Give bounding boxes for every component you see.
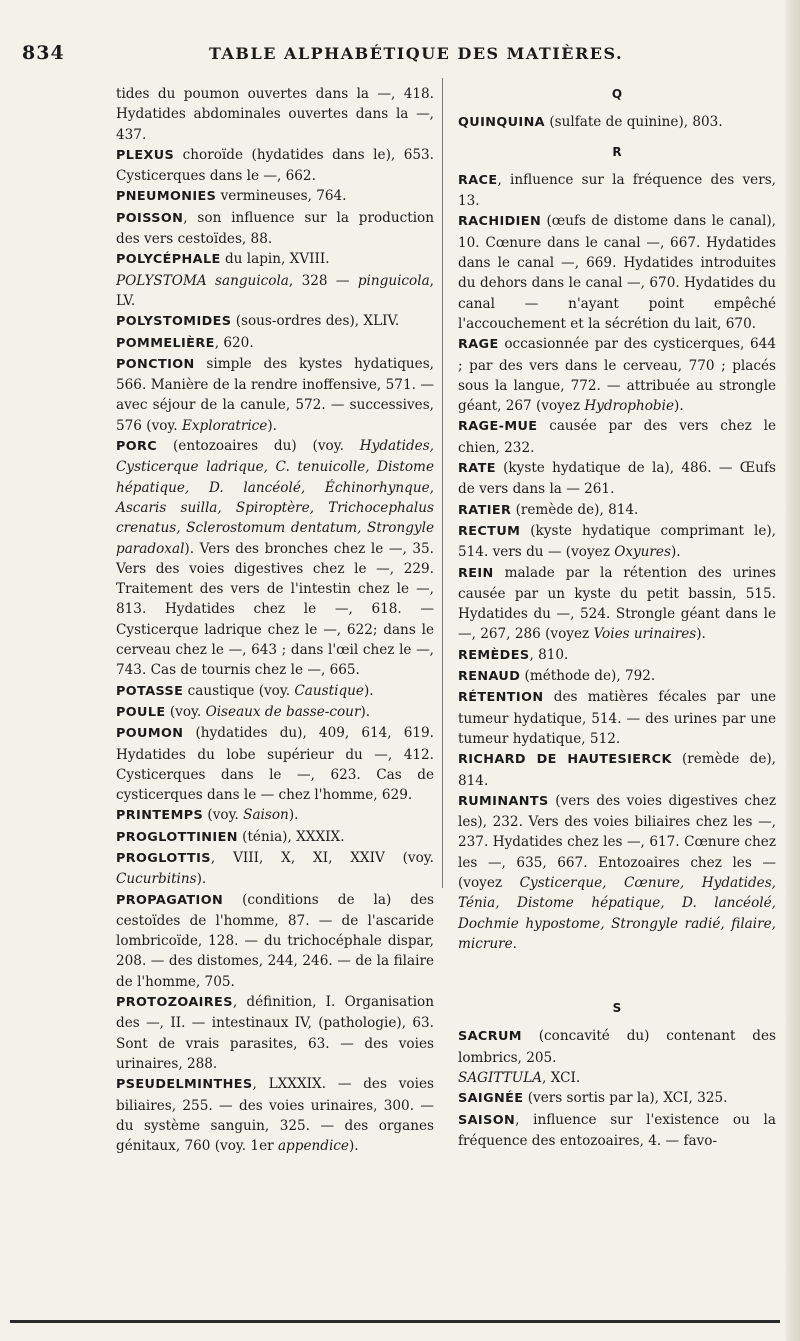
entry-headword: RACHIDIEN bbox=[458, 214, 542, 230]
entry-italic: Cucurbitins bbox=[116, 871, 197, 888]
index-entry bbox=[116, 436, 434, 681]
column-divider bbox=[442, 78, 443, 888]
index-entry bbox=[116, 186, 434, 207]
entry-text: (sous-ordres des), XLIV. bbox=[231, 313, 400, 330]
entry-italic: POLYSTOMA sanguicola bbox=[116, 272, 289, 289]
left-column bbox=[116, 84, 434, 1156]
entry-headword: SAISON bbox=[458, 1112, 516, 1128]
entry-text: ). bbox=[363, 682, 374, 699]
entry-headword: RATIER bbox=[458, 502, 512, 518]
entry-headword: POISSON bbox=[116, 210, 184, 226]
entry-text: (kyste hydatique comprimant le), 514. vers du — (voyez bbox=[458, 522, 776, 561]
index-entry bbox=[458, 334, 776, 416]
entry-italic: pinguicola bbox=[357, 272, 430, 289]
entry-headword: PROGLOTTIS bbox=[116, 850, 211, 866]
index-entry bbox=[116, 249, 434, 270]
entry-headword: RÉTENTION bbox=[458, 690, 544, 706]
entry-text: (ténia), XXXIX. bbox=[237, 828, 345, 845]
entry-text: ). bbox=[360, 703, 371, 720]
entry-text: ). bbox=[696, 626, 706, 643]
section-spacer bbox=[458, 134, 776, 142]
entry-text: , 328 — bbox=[288, 272, 358, 289]
section-spacer bbox=[458, 1018, 776, 1026]
entry-headword: PLEXUS bbox=[116, 147, 175, 163]
index-entry bbox=[116, 84, 434, 145]
entry-text: , son influence sur la production des vers cestoïdes, 88. bbox=[116, 209, 434, 248]
entry-text: (remède de), 814. bbox=[458, 751, 776, 789]
right-column bbox=[458, 84, 776, 1151]
index-entry bbox=[458, 521, 776, 563]
entry-text: ). bbox=[267, 417, 277, 434]
section-letter-q: Q bbox=[611, 87, 623, 101]
entry-text: , influence sur l'existence ou la fréquence des entozoaires, 4. — favo- bbox=[458, 1111, 776, 1149]
index-entry bbox=[458, 563, 776, 645]
entry-text: ). bbox=[288, 807, 299, 824]
entry-headword: RATE bbox=[458, 461, 496, 477]
entry-text: (vers des voies digestives chez les), 232. Vers des voies biliaires chez les —, 237. Hydatides chez les —, 617. Cœnure chez les —, 635, 667. Entozoaires chez les — (voyez bbox=[458, 792, 776, 891]
entry-text: causée par des vers chez le chien, 232. bbox=[458, 418, 776, 456]
index-entry bbox=[458, 1110, 776, 1152]
section-letter-r: R bbox=[612, 144, 622, 159]
entry-italic: SAGITTULA bbox=[458, 1070, 543, 1087]
index-entry bbox=[116, 271, 434, 312]
index-entry bbox=[458, 458, 776, 500]
bottom-rule bbox=[10, 1320, 780, 1323]
entry-text: ). bbox=[670, 544, 681, 561]
index-entry bbox=[116, 805, 434, 826]
index-entry bbox=[458, 1026, 776, 1068]
entry-text: (kyste hydatique de la), 486. — Œufs de vers dans la — 261. bbox=[458, 460, 776, 498]
entry-headword: POULE bbox=[116, 704, 166, 720]
entry-headword: PNEUMONIES bbox=[116, 189, 217, 205]
entry-headword: POLYSTOMIDES bbox=[116, 314, 232, 330]
entry-headword: RECTUM bbox=[458, 523, 521, 539]
entry-text: , définition, I. Organisation des —, II. — intestinaux IV, (pathologie), 63. Sont de vrais parasites, 63. — des voies urinaires, 288. bbox=[116, 994, 434, 1072]
entry-headword: PROPAGATION bbox=[116, 892, 224, 908]
entry-italic: Voies urinaires bbox=[593, 626, 697, 643]
entry-text: simple des kystes hydatiques, 566. Manière de la rendre inoffensive, 571. — avec séjour de la canule, 572. — successives, 576 (voy. bbox=[116, 355, 434, 434]
entry-headword: POUMON bbox=[116, 726, 184, 742]
entry-text: (voy. bbox=[203, 807, 244, 824]
index-entry bbox=[116, 311, 434, 332]
entry-italic: Hydatides, Cysticerque ladrique, C. tenuicolle, Distome hépatique, D. lancéolé, Échinorhynque, Ascaris suilla, Spiroptère, Trichocephalus crenatus, Sclerostomum dentatum, Strongyle paradoxal bbox=[116, 438, 434, 557]
index-entry bbox=[458, 1088, 776, 1109]
section-spacer bbox=[458, 954, 776, 998]
entry-text: , LV. bbox=[116, 272, 434, 309]
entry-headword: POMMELIÈRE bbox=[116, 335, 215, 351]
entry-headword: PROGLOTTINIEN bbox=[116, 829, 238, 845]
entry-text: des matières fécales par une tumeur hydatique, 514. — des urines par une tumeur hydatique, 512. bbox=[458, 689, 776, 747]
entry-headword: PROTOZOAIRES bbox=[116, 995, 233, 1011]
entry-text: (sulfate de quinine), 803. bbox=[545, 114, 723, 131]
entry-text: vermineuses, 764. bbox=[216, 188, 347, 205]
index-entry bbox=[116, 992, 434, 1074]
entry-text: choroïde (hydatides dans le), 653. Cysticerques dans le —, 662. bbox=[116, 146, 434, 185]
entry-italic: Oiseaux de basse-cour bbox=[205, 703, 361, 720]
running-title: TABLE ALPHABÉTIQUE DES MATIÈRES. bbox=[208, 44, 624, 63]
entry-text: (hydatides du), 409, 614, 619. Hydatides du lobe supérieur du —, 412. Cysticerques dans le —, 623. Cas de cysticerques dans le — chez l'homme, 629. bbox=[116, 725, 434, 804]
entry-text: (méthode de), 792. bbox=[520, 668, 656, 685]
entry-headword: SAIGNÉE bbox=[458, 1091, 524, 1107]
index-entry bbox=[116, 848, 434, 890]
section-spacer bbox=[458, 104, 776, 112]
entry-headword: POLYCÉPHALE bbox=[116, 252, 221, 268]
entry-italic: Saison bbox=[243, 807, 289, 824]
entry-text: . bbox=[512, 935, 517, 952]
entry-headword: RUMINANTS bbox=[458, 793, 549, 809]
entry-italic: Oxyures bbox=[614, 544, 671, 561]
entry-text: ). bbox=[196, 871, 207, 888]
entry-headword: RAGE-MUE bbox=[458, 419, 538, 435]
index-entry bbox=[116, 681, 434, 702]
entry-text: caustique (voy. bbox=[183, 682, 295, 699]
entry-text: occasionnée par des cysticerques, 644 ; par des vers dans le cerveau, 770 ; placés sous la langue, 772. — attribuée au strongle géant, 267 (voyez bbox=[458, 336, 776, 415]
entry-headword: RACE bbox=[458, 172, 498, 188]
entry-headword: PSEUDELMINTHES bbox=[116, 1077, 253, 1093]
entry-text: du lapin, XVIII. bbox=[220, 251, 330, 268]
entry-headword: RENAUD bbox=[458, 669, 521, 685]
entry-text: (conditions de la) des cestoïdes de l'homme, 87. — de l'ascaride lombricoïde, 128. — du trichocéphale dispar, 208. — des distomes, 244, 246. — de la filaire de l'homme, 705. bbox=[116, 891, 434, 990]
entry-headword: PORC bbox=[116, 439, 158, 455]
entry-text: (vers sortis par la), XCI, 325. bbox=[523, 1090, 728, 1107]
index-entry bbox=[458, 687, 776, 749]
entry-text: , XCI. bbox=[542, 1070, 581, 1087]
index-entry bbox=[458, 791, 776, 954]
entry-headword: PRINTEMPS bbox=[116, 808, 204, 824]
entry-text: (œufs de distome dans le canal), 10. Cœnure dans le canal —, 667. Hydatides dans le canal —, 669. Hydatides introduites du dehors dans le canal —, 670. Hydatides du canal — n'ayant point empêché l'accouchement et la sécrétion du lait, 670. bbox=[458, 213, 776, 332]
index-entry bbox=[458, 666, 776, 687]
page-number: 834 bbox=[22, 42, 65, 64]
section-spacer bbox=[458, 162, 776, 170]
index-entry bbox=[116, 702, 434, 723]
section-letter-s: S bbox=[612, 1001, 622, 1016]
entry-headword: REIN bbox=[458, 565, 494, 581]
index-entry bbox=[458, 170, 776, 212]
entry-italic: Hydrophobie bbox=[584, 398, 675, 415]
page-header bbox=[22, 42, 770, 66]
entry-text: , LXXXIX. — des voies biliaires, 255. — des voies urinaires, 300. — du système sanguin, 325. — des organes génitaux, 760 (voy. 1er bbox=[116, 1076, 434, 1155]
index-entry bbox=[458, 211, 776, 334]
index-entry bbox=[458, 416, 776, 458]
index-entry bbox=[458, 500, 776, 521]
entry-text: (entozoaires du) (voy. bbox=[157, 438, 360, 455]
entry-headword: REMÈDES bbox=[458, 647, 530, 663]
entry-text: (concavité du) contenant des lombrics, 205. bbox=[458, 1028, 776, 1066]
index-entry bbox=[116, 354, 434, 436]
entry-headword: PONCTION bbox=[116, 356, 195, 372]
index-entry bbox=[116, 333, 434, 354]
entry-italic: Caustique bbox=[294, 682, 364, 699]
entry-text: tides du poumon ouvertes dans la —, 418. Hydatides abdominales ouvertes dans la —, 437. bbox=[116, 86, 434, 143]
entry-text: , VIII, X, XI, XXIV (voy. bbox=[210, 849, 434, 866]
index-entry bbox=[458, 112, 776, 133]
entry-text: malade par la rétention des urines causée par un kyste du petit bassin, 515. Hydatides du —, 524. Strongle géant dans le —, 267, 286 (voyez bbox=[458, 564, 776, 643]
entry-text: , 810. bbox=[529, 646, 569, 663]
entry-headword: QUINQUINA bbox=[458, 115, 545, 131]
entry-headword: RAGE bbox=[458, 337, 499, 353]
entry-italic: appendice bbox=[277, 1138, 349, 1155]
index-entry bbox=[116, 890, 434, 992]
entry-text: ). bbox=[348, 1138, 359, 1155]
index-entry bbox=[458, 1068, 776, 1088]
index-entry bbox=[458, 749, 776, 791]
index-entry bbox=[116, 145, 434, 187]
entry-text: , 620. bbox=[214, 334, 254, 351]
entry-text: ). bbox=[674, 398, 684, 415]
entry-headword: POTASSE bbox=[116, 683, 184, 699]
entry-headword: RICHARD DE HAUTESIERCK bbox=[458, 752, 672, 768]
entry-headword: SACRUM bbox=[458, 1029, 522, 1045]
entry-italic: Exploratrice bbox=[181, 417, 268, 434]
index-entry bbox=[116, 208, 434, 250]
entry-text: , influence sur la fréquence des vers, 13. bbox=[458, 171, 776, 210]
page-edge-shadow bbox=[786, 0, 800, 1341]
entry-italic: Cysticerque, Cœnure, Hydatides, Ténia, Distome hépatique, D. lancéolé, Dochmie hypostome, Strongyle radié, filaire, micrure bbox=[458, 874, 777, 952]
index-entry bbox=[116, 723, 434, 805]
index-entry bbox=[458, 645, 776, 666]
entry-text: (voy. bbox=[165, 703, 206, 720]
index-entry bbox=[116, 827, 434, 848]
index-entry bbox=[116, 1074, 434, 1156]
entry-text: (remède de), 814. bbox=[511, 501, 639, 518]
entry-text: ). Vers des bronches chez le —, 35. Vers des voies digestives chez le —, 229. Traitement des vers de l'intestin chez le —, 813. Hydatides chez le —, 618. — Cysticerque ladrique chez le —, 622; dans le cerveau chez le —, 643 ; dans l'œil chez le —, 743. Cas de tournis chez le —, 665. bbox=[116, 540, 434, 679]
